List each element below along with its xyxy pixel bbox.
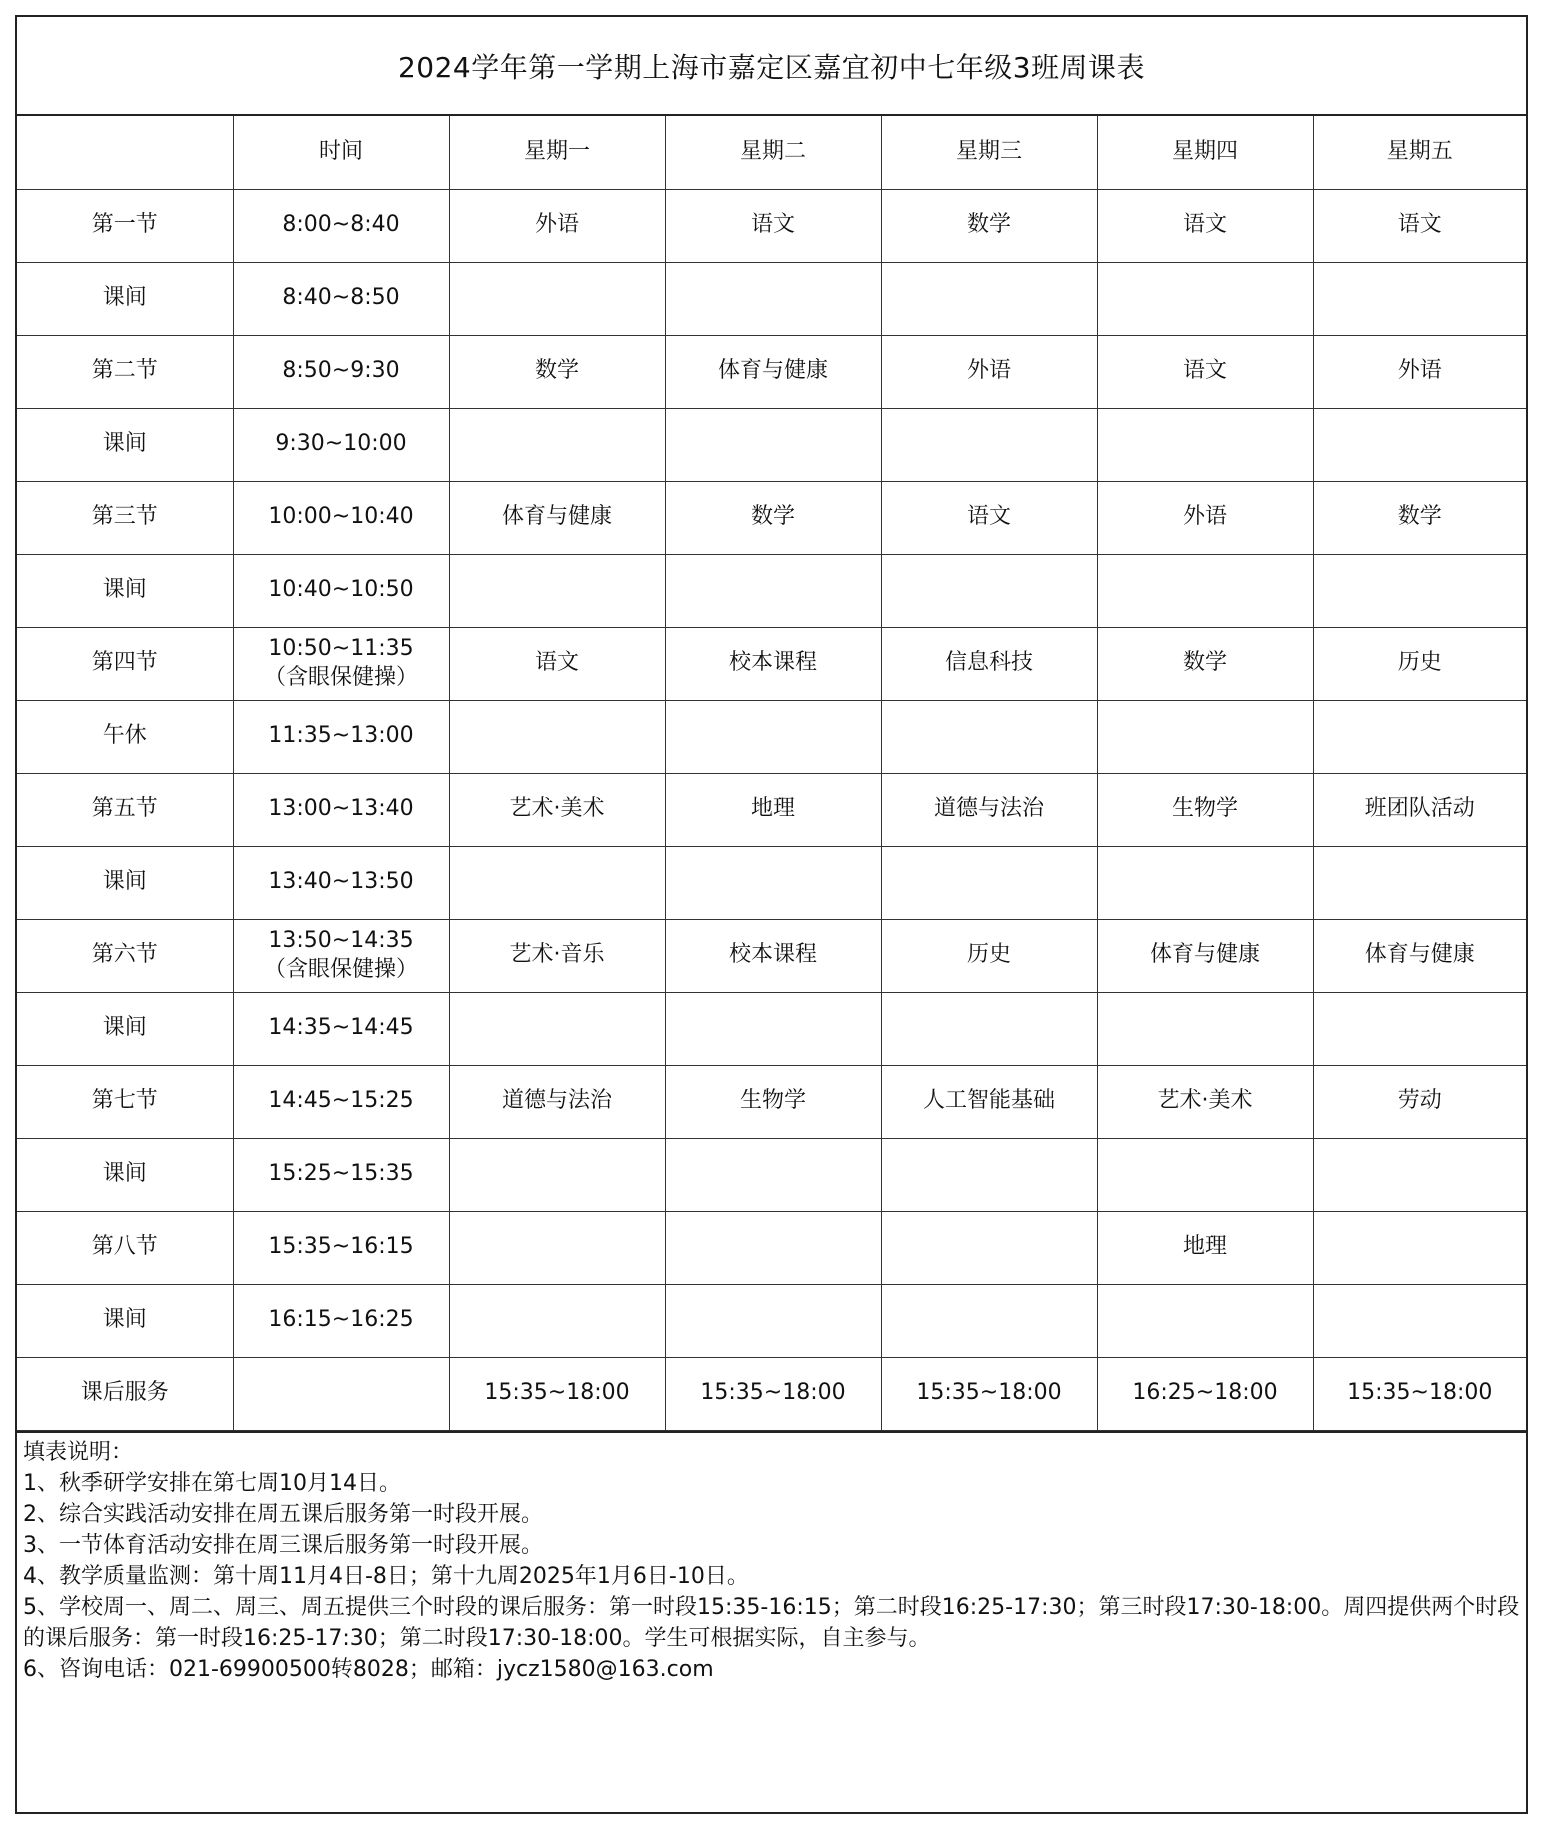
subject-cell-wed (881, 408, 1097, 481)
table-row (17, 554, 1526, 627)
time-cell (233, 773, 449, 846)
table-row (17, 700, 1526, 773)
time-cell (233, 846, 449, 919)
time-cell (233, 919, 449, 992)
time-note: （含眼保健操） (263, 956, 418, 982)
period-cell: 课间 (17, 992, 233, 1065)
subject-cell-mon: 体育与健康 (449, 481, 665, 554)
subject-cell-thu: 语文 (1097, 189, 1313, 262)
subject-cell-tue (665, 408, 881, 481)
subject-cell-fri (1313, 1284, 1526, 1357)
subject-cell-fri (1313, 846, 1526, 919)
table-row (17, 992, 1526, 1065)
period-cell: 第四节 (17, 627, 233, 700)
subject-cell-thu: 生物学 (1097, 773, 1313, 846)
subject-cell-fri (1313, 992, 1526, 1065)
subject-cell-thu (1097, 992, 1313, 1065)
table-row (17, 627, 1526, 700)
subject-cell-tue: 校本课程 (665, 919, 881, 992)
period-cell: 第三节 (17, 481, 233, 554)
subject-cell-thu: 体育与健康 (1097, 919, 1313, 992)
subject-cell-tue: 校本课程 (665, 627, 881, 700)
period-cell: 第五节 (17, 773, 233, 846)
subject-cell-fri (1313, 554, 1526, 627)
subject-cell-mon (449, 1138, 665, 1211)
subject-cell-thu (1097, 700, 1313, 773)
time-cell (233, 1138, 449, 1211)
note-line: 3、一节体育活动安排在周三课后服务第一时段开展。 (23, 1532, 543, 1558)
header-day-tue: 星期二 (665, 116, 881, 189)
subject-cell-wed: 历史 (881, 919, 1097, 992)
header-day-mon: 星期一 (449, 116, 665, 189)
subject-cell-thu (1097, 408, 1313, 481)
period-cell: 课间 (17, 846, 233, 919)
table-row (17, 262, 1526, 335)
subject-cell-fri (1313, 408, 1526, 481)
subject-cell-mon: 数学 (449, 335, 665, 408)
time-cell (233, 1284, 449, 1357)
subject-cell-tue (665, 554, 881, 627)
table-row (17, 481, 1526, 554)
time-cell (233, 627, 449, 700)
period-cell: 第一节 (17, 189, 233, 262)
subject-cell-tue: 地理 (665, 773, 881, 846)
subject-cell-thu: 地理 (1097, 1211, 1313, 1284)
table-row (17, 846, 1526, 919)
time-range: 14:45~15:25 (268, 1088, 414, 1114)
subject-cell-tue (665, 700, 881, 773)
time-cell (233, 408, 449, 481)
time-note: （含眼保健操） (263, 664, 418, 690)
period-cell: 第二节 (17, 335, 233, 408)
subject-cell-mon (449, 846, 665, 919)
subject-cell-fri: 数学 (1313, 481, 1526, 554)
header-time-cell: 时间 (233, 116, 449, 189)
subject-cell-wed (881, 1211, 1097, 1284)
subject-cell-mon: 道德与法治 (449, 1065, 665, 1138)
period-cell: 课间 (17, 1284, 233, 1357)
subject-cell-thu (1097, 1284, 1313, 1357)
period-cell: 课后服务 (17, 1357, 233, 1430)
header-day-fri: 星期五 (1313, 116, 1526, 189)
time-range: 13:00~13:40 (268, 796, 414, 822)
table-row (17, 1138, 1526, 1211)
subject-cell-wed: 信息科技 (881, 627, 1097, 700)
note-line: 4、教学质量监测：第十周11月4日-8日；第十九周2025年1月6日-10日。 (23, 1563, 749, 1589)
time-range: 8:50~9:30 (282, 358, 400, 384)
subject-cell-thu: 语文 (1097, 335, 1313, 408)
subject-cell-thu (1097, 1138, 1313, 1211)
subject-cell-tue: 语文 (665, 189, 881, 262)
subject-cell-thu (1097, 262, 1313, 335)
time-range: 11:35~13:00 (268, 723, 414, 749)
table-row (17, 189, 1526, 262)
subject-cell-wed (881, 1284, 1097, 1357)
note-line: 2、综合实践活动安排在周五课后服务第一时段开展。 (23, 1501, 543, 1527)
subject-cell-wed: 人工智能基础 (881, 1065, 1097, 1138)
time-cell (233, 1211, 449, 1284)
subject-cell-tue: 数学 (665, 481, 881, 554)
subject-cell-mon (449, 408, 665, 481)
subject-cell-fri (1313, 262, 1526, 335)
subject-cell-thu (1097, 554, 1313, 627)
subject-cell-tue (665, 992, 881, 1065)
subject-cell-thu (1097, 846, 1313, 919)
period-cell: 第七节 (17, 1065, 233, 1138)
timetable-sheet (15, 15, 1528, 1814)
time-range: 10:40~10:50 (268, 577, 414, 603)
subject-cell-thu: 数学 (1097, 627, 1313, 700)
subject-cell-fri: 班团队活动 (1313, 773, 1526, 846)
period-cell: 课间 (17, 408, 233, 481)
subject-cell-fri (1313, 1211, 1526, 1284)
subject-cell-mon (449, 554, 665, 627)
notes-heading: 填表说明： (23, 1439, 134, 1465)
table-row (17, 1357, 1526, 1430)
subject-cell-tue: 生物学 (665, 1065, 881, 1138)
table-row (17, 408, 1526, 481)
subject-cell-tue: 体育与健康 (665, 335, 881, 408)
time-cell (233, 1065, 449, 1138)
time-range: 8:00~8:40 (282, 212, 400, 238)
subject-cell-tue (665, 846, 881, 919)
time-cell (233, 700, 449, 773)
period-cell: 课间 (17, 262, 233, 335)
subject-cell-thu: 16:25~18:00 (1097, 1357, 1313, 1430)
subject-cell-thu: 外语 (1097, 481, 1313, 554)
subject-cell-wed: 外语 (881, 335, 1097, 408)
time-cell (233, 992, 449, 1065)
subject-cell-wed: 道德与法治 (881, 773, 1097, 846)
subject-cell-tue (665, 1284, 881, 1357)
table-row (17, 919, 1526, 992)
subject-cell-wed (881, 992, 1097, 1065)
timetable (17, 116, 1526, 1431)
time-cell (233, 262, 449, 335)
subject-cell-tue: 15:35~18:00 (665, 1357, 881, 1430)
period-cell: 第八节 (17, 1211, 233, 1284)
subject-cell-fri: 15:35~18:00 (1313, 1357, 1526, 1430)
subject-cell-fri: 体育与健康 (1313, 919, 1526, 992)
time-range: 8:40~8:50 (282, 285, 400, 311)
subject-cell-fri: 劳动 (1313, 1065, 1526, 1138)
subject-cell-mon: 15:35~18:00 (449, 1357, 665, 1430)
subject-cell-tue (665, 1211, 881, 1284)
subject-cell-wed (881, 700, 1097, 773)
table-row (17, 335, 1526, 408)
subject-cell-mon (449, 1284, 665, 1357)
time-range: 15:35~16:15 (268, 1234, 414, 1260)
subject-cell-mon (449, 262, 665, 335)
subject-cell-mon: 艺术·音乐 (449, 919, 665, 992)
note-line: 1、秋季研学安排在第七周10月14日。 (23, 1470, 401, 1496)
time-cell (233, 189, 449, 262)
subject-cell-tue (665, 262, 881, 335)
time-range: 16:15~16:25 (268, 1307, 414, 1333)
subject-cell-wed (881, 262, 1097, 335)
subject-cell-wed (881, 846, 1097, 919)
subject-cell-mon: 外语 (449, 189, 665, 262)
subject-cell-fri: 外语 (1313, 335, 1526, 408)
subject-cell-mon (449, 700, 665, 773)
subject-cell-wed (881, 1138, 1097, 1211)
time-cell (233, 1357, 449, 1430)
subject-cell-mon (449, 992, 665, 1065)
subject-cell-wed: 数学 (881, 189, 1097, 262)
time-cell (233, 554, 449, 627)
time-cell (233, 481, 449, 554)
subject-cell-wed: 语文 (881, 481, 1097, 554)
subject-cell-fri: 语文 (1313, 189, 1526, 262)
time-range: 15:25~15:35 (268, 1161, 414, 1187)
time-range: 14:35~14:45 (268, 1015, 414, 1041)
subject-cell-tue (665, 1138, 881, 1211)
table-row (17, 773, 1526, 846)
header-corner-cell (17, 116, 233, 189)
subject-cell-mon: 语文 (449, 627, 665, 700)
time-range: 13:50~14:35 (268, 927, 414, 953)
subject-cell-fri (1313, 700, 1526, 773)
note-line: 5、学校周一、周二、周三、周五提供三个时段的课后服务：第一时段15:35-16:15；第二时段16:25-17:30；第三时段17:30-18:00。周四提供两个时段的课后服务：第一时段16:25-17:30；第二时段17:30-18:00。学生可根据实际，自主参与。 (23, 1594, 1520, 1651)
note-line: 6、咨询电话：021-69900500转8028；邮箱：jycz1580@163.com (23, 1656, 714, 1682)
period-cell: 第六节 (17, 919, 233, 992)
table-row (17, 1211, 1526, 1284)
subject-cell-mon: 艺术·美术 (449, 773, 665, 846)
subject-cell-fri (1313, 1138, 1526, 1211)
subject-cell-mon (449, 1211, 665, 1284)
page-title: 2024学年第一学期上海市嘉定区嘉宜初中七年级3班周课表 (17, 17, 1526, 116)
subject-cell-thu: 艺术·美术 (1097, 1065, 1313, 1138)
notes-section (17, 1431, 1526, 1685)
header-day-wed: 星期三 (881, 116, 1097, 189)
time-range: 9:30~10:00 (275, 431, 407, 457)
period-cell: 课间 (17, 1138, 233, 1211)
time-range: 10:50~11:35 (268, 635, 414, 661)
time-cell (233, 335, 449, 408)
header-day-thu: 星期四 (1097, 116, 1313, 189)
table-row (17, 1065, 1526, 1138)
time-range: 13:40~13:50 (268, 869, 414, 895)
header-row (17, 116, 1526, 189)
subject-cell-wed: 15:35~18:00 (881, 1357, 1097, 1430)
period-cell: 午休 (17, 700, 233, 773)
subject-cell-wed (881, 554, 1097, 627)
table-row (17, 1284, 1526, 1357)
subject-cell-fri: 历史 (1313, 627, 1526, 700)
period-cell: 课间 (17, 554, 233, 627)
time-range: 10:00~10:40 (268, 504, 414, 530)
